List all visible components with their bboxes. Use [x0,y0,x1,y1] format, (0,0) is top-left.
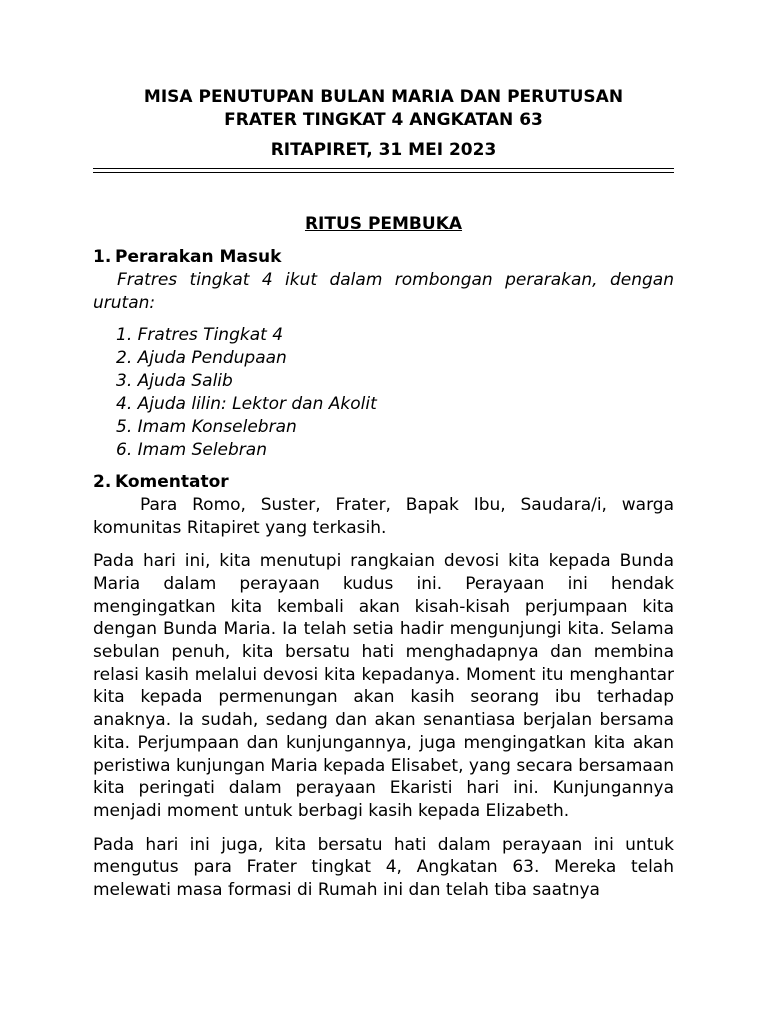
document-title [93,86,674,132]
title-line-1: MISA PENUTUPAN BULAN MARIA DAN PERUTUSAN [143,87,624,107]
paragraph: Para Romo, Suster, Frater, Bapak Ibu, Saudara/i, warga komunitas Ritapiret yang terkasih. [93,494,674,538]
section-1-intro: Fratres tingkat 4 ikut dalam rombongan perarakan, dengan urutan: [93,270,674,313]
list-item: 5. Imam Konselebran [116,417,297,438]
section-2-heading [93,471,674,494]
list-item: 4. Ajuda lilin: Lektor dan Akolit [116,394,377,415]
title-line-2: FRATER TINGKAT 4 ANGKATAN 63 [224,110,543,130]
section-1-number: 1. [93,247,112,267]
place-date: RITAPIRET, 31 MEI 2023 [270,140,497,160]
procession-list [93,324,674,461]
list-item: 1. Fratres Tingkat 4 [116,325,284,346]
paragraph: Pada hari ini juga, kita bersatu hati dalam perayaan ini untuk mengutus para Frater tingkat 4, Angkatan 63. Mereka telah melewati masa formasi di Rumah ini dan telah tiba saatnya [93,834,674,901]
list-item: 3. Ajuda Salib [116,371,233,392]
section-1-heading [93,246,674,269]
section-2-heading-text: Komentator [115,471,229,492]
section-1-heading-text: Perarakan Masuk [115,247,282,267]
list-item: 2. Ajuda Pendupaan [116,348,287,369]
header-divider [93,168,674,173]
list-item: 6. Imam Selebran [116,439,267,460]
document-page [93,86,674,902]
paragraph: Pada hari ini, kita menutupi rangkaian devosi kita kepada Bunda Maria dalam perayaan kudus ini. Perayaan ini hendak mengingatkan kita kembali akan kisah-kisah perjumpaan kita dengan Bunda Maria. Ia telah setia hadir mengunjungi kita. Selama sebulan penuh, kita bersatu hati menghadapnya dan membina relasi kasih melalui devosi kita kepadanya. Moment itu menghantar kita kepada permenungan akan kasih seorang ibu terhadap anaknya. Ia sudah, sedang dan akan senantiasa berjalan bersama kita. Perjumpaan dan kunjungannya, juga mengingatkan kita akan peristiwa kunjungan Maria kepada Elisabet, yang secara bersamaan kita peringati dalam perayaan Ekaristi hari ini. Kunjungannya menjadi moment untuk berbagi kasih kepada Elizabeth. [93,551,674,821]
section-2-number: 2. [93,471,112,492]
section-title: RITUS PEMBUKA [304,214,463,234]
